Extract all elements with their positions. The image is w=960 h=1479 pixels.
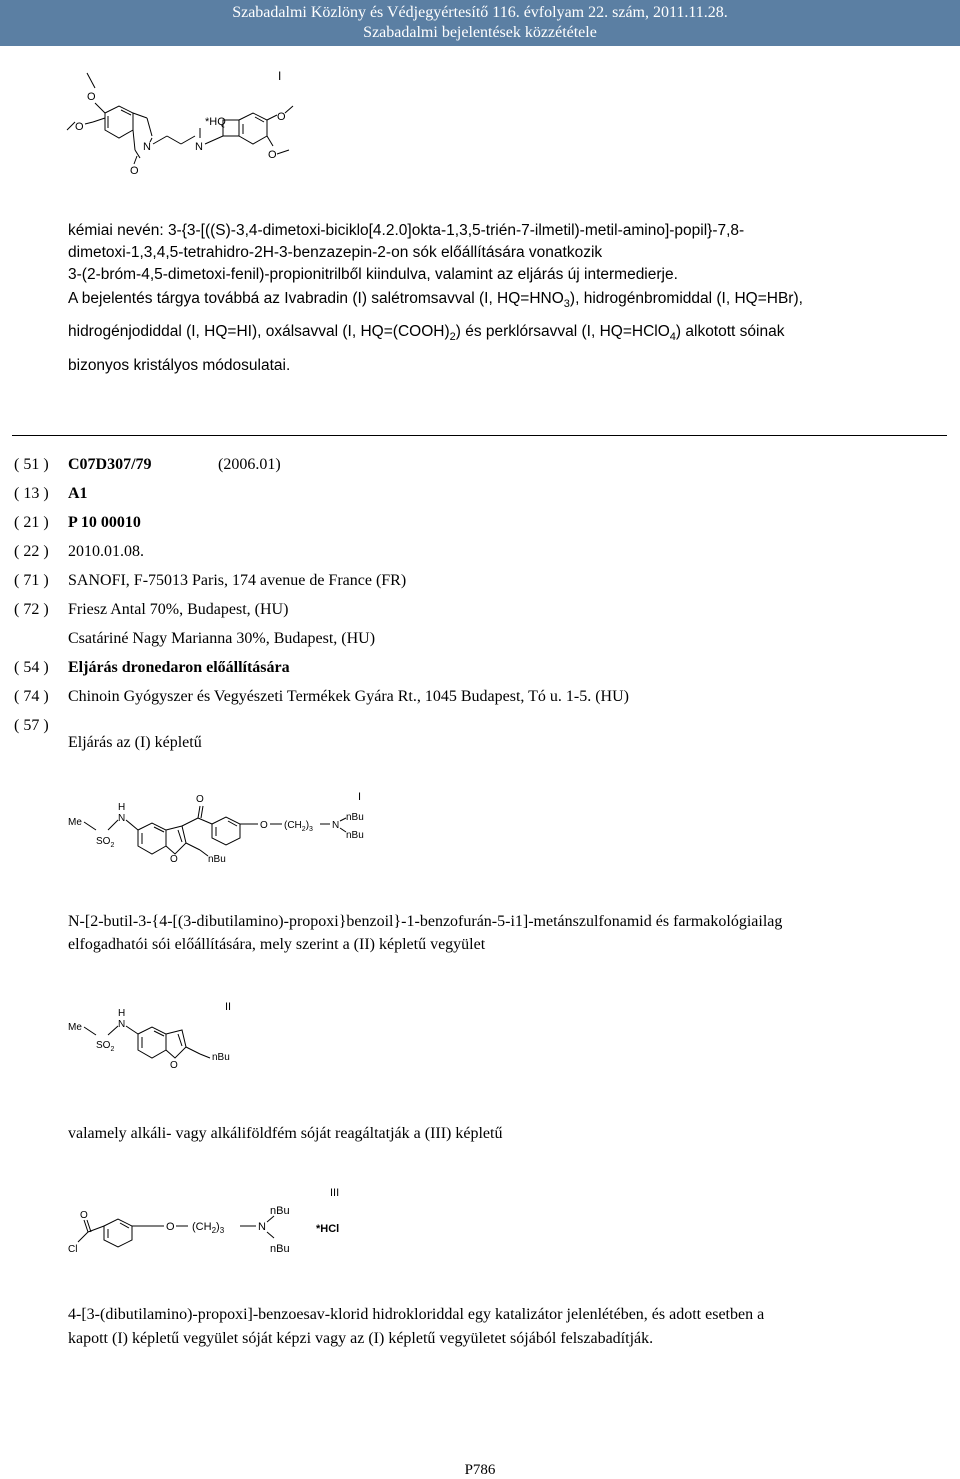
structure-I-label: I — [358, 791, 362, 803]
inid-13: ( 13 ) — [14, 485, 49, 502]
svg-text:N: N — [195, 141, 203, 153]
svg-text:(CH2)3: $(CH_2)_3$ — [284, 820, 313, 833]
svg-text:N: N — [143, 141, 151, 153]
svg-text:H: H — [118, 1008, 126, 1019]
invention-title: Eljárás dronedaron előállítására — [68, 659, 290, 676]
doc-kind: A1 — [68, 485, 88, 502]
svg-text:O: O — [166, 1221, 175, 1233]
final-text-line-2: kapott (I) képletű vegyület sóját képzi vagy az (I) képletű vegyületet sójából felszabadítják. — [68, 1330, 654, 1347]
final-text-line-1: 4-[3-(dibutilamino)-propoxi]-benzoesav-klorid hidrokloriddal egy katalizátor jelenlétében, és adott esetben a — [68, 1306, 765, 1323]
svg-text:O: O — [130, 165, 139, 177]
inid-71: ( 71 ) — [14, 572, 49, 589]
reaction-text: valamely alkáli- vagy alkáliföldfém sóját reagáltatják a (III) képletű — [68, 1125, 503, 1142]
svg-text:Me: Me — [68, 1022, 82, 1033]
prev-line-2: dimetoxi-1,3,4,5-tetrahidro-2H-3-benzazepin-2-on sók előállítására vonatkozik — [68, 244, 603, 261]
ipc-date: (2006.01) — [218, 456, 281, 473]
compound-name-line-2: elfogadhatói sói előállítására, mely szerint a (II) képletű vegyület — [68, 936, 486, 953]
prev-line-3: 3-(2-bróm-4,5-dimetoxi-fenil)-propionitrilből kiindulva, valamint az eljárás új intermedierje. — [68, 266, 678, 283]
representative: Chinoin Gyógyszer és Vegyészeti Termékek Gyára Rt., 1045 Budapest, Tó u. 1-5. (HU) — [68, 688, 629, 705]
prev-para2-line-2: hidrogénjodiddal (I, HQ=HI), oxálsavval (I, $HQ=(COOH)_2$) és perklórsavval (I, HQ=HClO$_4$) alkotott sóinak — [68, 323, 785, 343]
journal-title: Szabadalmi Közlöny és Védjegyértesítő 116. évfolyam 22. szám, 2011.11.28. — [232, 4, 728, 21]
page-number: P786 — [464, 1462, 496, 1478]
chemical-structure-II — [60, 990, 260, 1080]
separator-rule — [12, 435, 947, 436]
filing-date: 2010.01.08. — [68, 543, 144, 560]
structure-II-label: II — [225, 1001, 232, 1013]
chemical-structure-I — [60, 788, 380, 878]
svg-text:nBu: nBu — [208, 854, 226, 865]
application-number: P 10 00010 — [68, 514, 141, 531]
compound-name-line-1: N-[2-butil-3-{4-[(3-dibutilamino)-propoxi}benzoil}-1-benzofurán-5-i1]-metánszulfonamid és farmakológiailag — [68, 913, 783, 930]
applicant: SANOFI, F-75013 Paris, 174 avenue de France (FR) — [68, 572, 407, 589]
svg-text:N: N — [258, 1221, 266, 1233]
svg-text:nBu: nBu — [346, 830, 364, 841]
structure-III-label: III — [330, 1187, 340, 1199]
inid-54: ( 54 ) — [14, 659, 49, 676]
svg-text:O: O — [196, 794, 204, 805]
structure-label: I — [278, 69, 282, 83]
svg-text:(CH2)3: $(CH_2)_3$ — [192, 1221, 225, 1235]
svg-text:*HQ: *HQ — [205, 116, 226, 128]
svg-text:nBu: nBu — [346, 812, 364, 823]
inid-57: ( 57 ) — [14, 717, 49, 734]
inid-22: ( 22 ) — [14, 543, 49, 560]
inid-72: ( 72 ) — [14, 601, 49, 618]
svg-text:nBu: nBu — [212, 1052, 230, 1063]
svg-text:nBu: nBu — [270, 1243, 290, 1255]
inventor-2: Csatáriné Nagy Marianna 30%, Budapest, (HU) — [68, 630, 376, 647]
svg-text:O: O — [170, 854, 178, 865]
svg-text:N: N — [118, 1019, 126, 1030]
inid-51: ( 51 ) — [14, 456, 49, 473]
svg-text:Me: Me — [68, 817, 82, 828]
svg-text:O: O — [75, 121, 84, 133]
prev-para2-line-1: A bejelentés tárgya továbbá az Ivabradin (I) salétromsavval (I, $HQ=HNO_3$), hidrogénbromiddal (I, HQ=HBr), — [68, 290, 803, 310]
svg-text:O: O — [80, 1210, 88, 1221]
section-title: Szabadalmi bejelentések közzététele — [363, 24, 597, 41]
svg-text:*HCl: *HCl — [316, 1223, 340, 1235]
prev-para2-line-3: bizonyos kristályos módosulatai. — [68, 357, 291, 374]
svg-text:SO2: $SO_2$ — [96, 836, 115, 849]
svg-text:O: O — [170, 1060, 178, 1071]
svg-text:SO2: $SO_2$ — [96, 1040, 115, 1053]
svg-text:nBu: nBu — [270, 1205, 290, 1217]
svg-text:O: O — [268, 149, 277, 161]
svg-text:O: O — [260, 820, 268, 831]
inid-74: ( 74 ) — [14, 688, 49, 705]
ipc-class: C07D307/79 — [68, 456, 152, 473]
svg-text:Cl: Cl — [68, 1244, 78, 1255]
chemical-structure-III — [60, 1180, 360, 1265]
abstract-intro: Eljárás az (I) képletű — [68, 734, 202, 751]
svg-text:N: N — [118, 813, 126, 824]
svg-text:O: O — [87, 91, 96, 103]
chemical-structure-top — [55, 58, 355, 183]
journal-header — [0, 0, 960, 46]
prev-line-1: kémiai nevén: 3-{3-[((S)-3,4-dimetoxi-biciklo[4.2.0]okta-1,3,5-trién-7-ilmetil)-metil-amino]-popil}-7,8- — [68, 222, 745, 239]
svg-text:N: N — [332, 820, 340, 831]
svg-text:O: O — [277, 111, 286, 123]
svg-text:H: H — [118, 802, 126, 813]
inventor-1: Friesz Antal 70%, Budapest, (HU) — [68, 601, 289, 618]
inid-21: ( 21 ) — [14, 514, 49, 531]
